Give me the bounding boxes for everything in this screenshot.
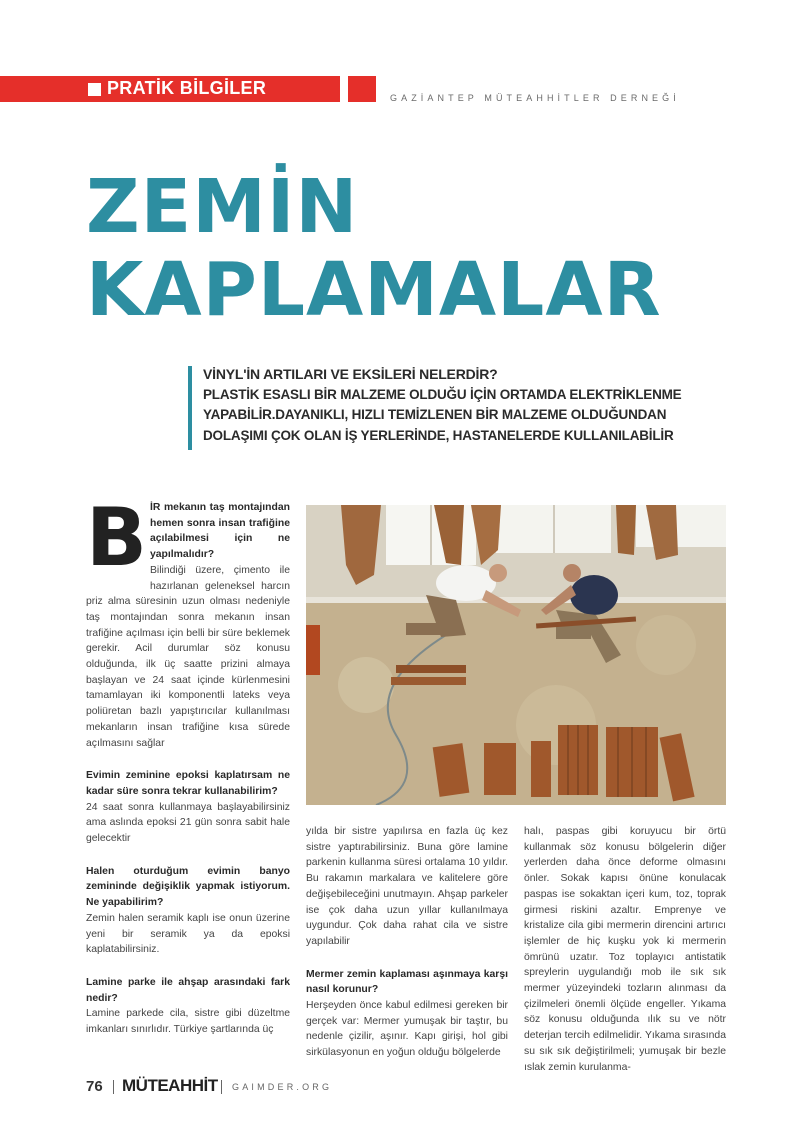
question-1: İR mekanın taş montajından hemen sonra insan trafiğine açılabilmesi için ne yapılmalıdır?	[150, 502, 290, 561]
article-column-1	[86, 491, 290, 1038]
header-accent-block	[348, 76, 376, 102]
answer-2: 24 saat sonra kullanmaya başlayabilirsiniz ama aslında epoksi 21 gün sonra sabit hale gelecektir	[86, 801, 290, 845]
answer-5-continued: halı, paspas gibi koruyucu bir örtü kullanmak söz konusu bölgelerin diğer yerlerden daha önce deforme olmasını önler. Sokak kapısı önüne konulacak paspas ise sokaktan içeri kum, toz, toprak girmesi riskini azaltır. Emprenye ve kristalize cila gibi mermerin direncini artırıcı işlemler de hiç kuşku yok ki mermerin ömrünü uzatır. Toz toplayıcı antistatik spreylerin uygulandığı mob ile sık sık mermer yüzeyindeki tozların alınması da çizilmeleri önemli ölçüde engeller. Yıkama söz konusu olduğunda ılık su ve nötr deterjan tercih edilmelidir. Yıkama sırasında su sık sık değiştirilmeli; yumuşak bir bezle ıslak zemin kurulanma-	[524, 826, 726, 1073]
page-title	[86, 164, 662, 333]
drop-cap: B	[86, 491, 147, 584]
question-5: Mermer zemin kaplaması aşınmaya karşı nasıl korunur?	[306, 968, 508, 996]
article-column-3	[524, 824, 726, 1075]
question-4: Lamine parke ile ahşap arasındaki fark nedir?	[86, 976, 290, 1004]
answer-1: Bilindiği üzere, çimento ile hazırlanan geleneksel harcın priz alma süresinin uzun olması nedeniyle taş montajından sonra mekanın insan trafiğine açılması için belli bir süre beklemek gerekir. Acil durumlar söz konusu olduğunda, ilk üç saatte prizini almaya başlayan ve 24 saat içinde kürlenmesini tamamlayan iki komponentli lateks veya poliüretan bazlı yapıştırıcılar kullanılması mekanların insan trafiğine kısa sürede açılmasını sağlar	[86, 564, 290, 749]
intro-line: PLASTİK ESASLI BİR MALZEME OLDUĞU İÇİN ORTAMDA ELEKTRİKLENME	[203, 386, 682, 402]
answer-3: Zemin halen seramik kaplı ise onun üzerine yeni bir seramik ya da epoksi kaplatabilirsiniz.	[86, 912, 290, 956]
intro-accent-bar	[188, 366, 192, 450]
organization-name: GAZİANTEP MÜTEAHHİTLER DERNEĞİ	[390, 93, 680, 103]
title-line-1: ZEMİN	[86, 164, 359, 250]
flooring-workers-photo	[306, 505, 726, 805]
answer-4: Lamine parkede cila, sistre gibi düzeltme imkanları sınırlıdır. Türkiye şartlarında üç	[86, 1008, 290, 1036]
question-3: Halen oturduğum evimin banyo zemininde değişiklik yapmak istiyorum. Ne yapabilirim?	[86, 865, 290, 909]
answer-4-continued: yılda bir sistre yapılırsa en fazla üç kez sistre yaptırabilirsiniz. Buna göre lamine parkenin kullanma süresi ortalama 10 yıldır. Bu rakamın markalara ve kalitelere göre değişebileceğini unutmayın. Ahşap parkeler ise çok daha uzun yıllar kullanılmaya uygundur. Çok daha rahat cila ve sistre yapılabilir	[306, 826, 508, 947]
intro-question: VİNYL'İN ARTILARI VE EKSİLERİ NELERDİR?	[203, 366, 498, 382]
section-label: PRATİK BİLGİLER	[107, 78, 267, 98]
intro-line: YAPABİLİR.DAYANIKLI, HIZLI TEMİZLENEN BİR MALZEME OLDUĞUNDAN	[203, 407, 667, 422]
magazine-name: MÜTEAHHİT	[122, 1076, 218, 1095]
page-number: 76	[86, 1078, 103, 1095]
footer-divider	[113, 1080, 114, 1094]
square-bullet-icon	[88, 83, 101, 96]
intro-line: DOLAŞIMI ÇOK OLAN İŞ YERLERİNDE, HASTANELERDE KULLANILABİLİR	[203, 427, 674, 443]
intro-block	[203, 364, 682, 446]
answer-5: Herşeyden önce kabul edilmesi gereken bir gerçek var: Mermer yumuşak bir taştır, bu nedenle çizilir, aşınır. Kapı girişi, hol gibi sirkülasyonun en yoğun olduğu bölgelerde	[306, 1000, 508, 1059]
website-url: GAIMDER.ORG	[232, 1082, 333, 1092]
article-column-2	[306, 824, 508, 1061]
footer-divider	[221, 1080, 222, 1094]
question-2: Evimin zeminine epoksi kaplatırsam ne kadar süre sonra tekrar kullanabilirim?	[86, 770, 290, 797]
title-line-2: KAPLAMALAR	[86, 247, 662, 333]
